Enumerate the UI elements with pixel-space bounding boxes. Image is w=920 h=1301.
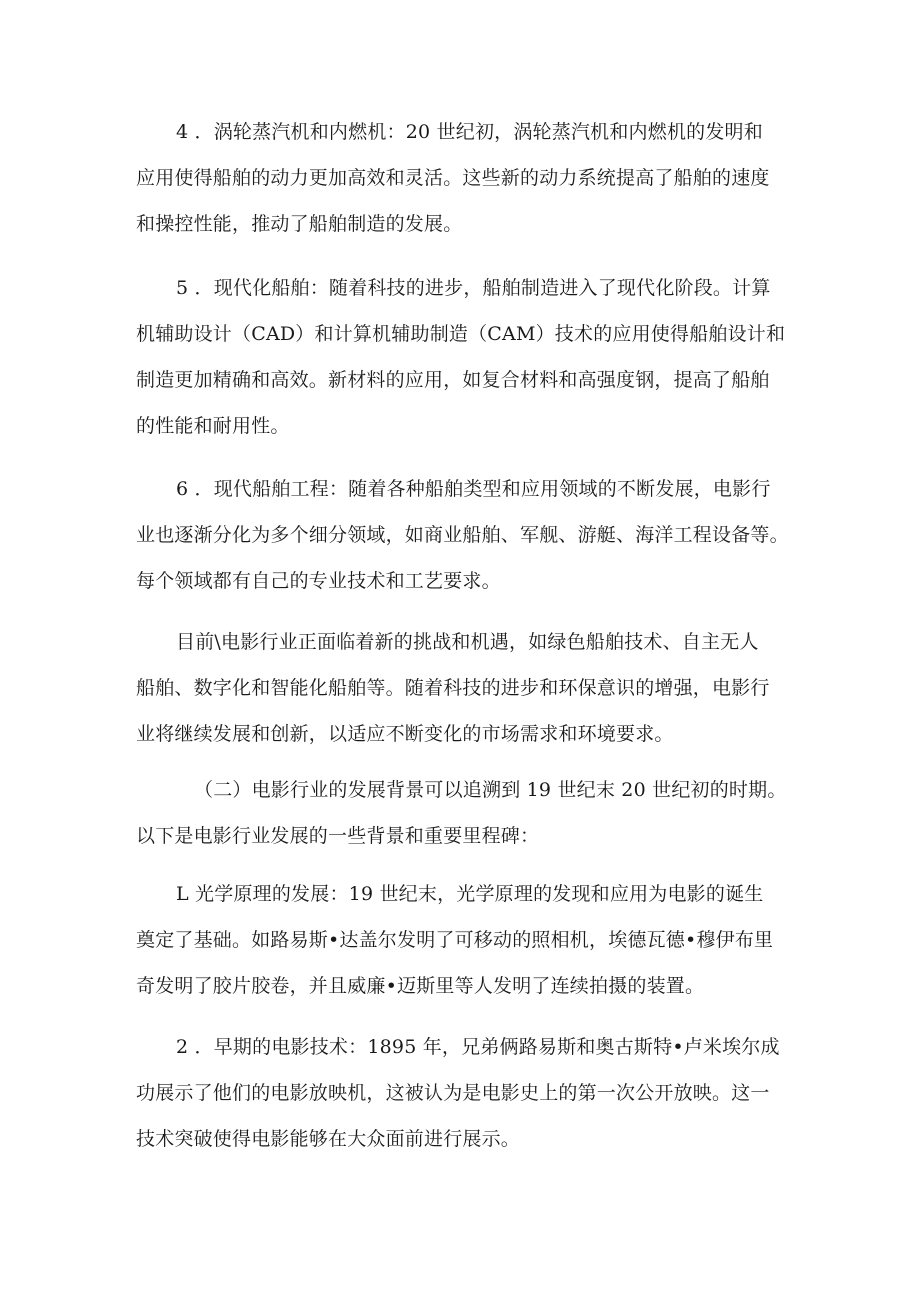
text-line: 6 ．现代船舶工程：随着各种船舶类型和应用领域的不断发展，电影行 — [176, 478, 771, 500]
text-line: 奇发明了胶片胶卷，并且威廉•迈斯里等人发明了连续拍摄的装置。 — [136, 975, 705, 997]
text-line: 目前\电影行业正面临着新的挑战和机遇，如绿色船舶技术、自主无人 — [176, 631, 759, 653]
text-line: 制造更加精确和高效。新材料的应用，如复合材料和高强度钢，提高了船舶 — [136, 369, 770, 391]
section-heading-line: （二）电影行业的发展背景可以追溯到 19 世纪末 20 世纪初的时期。 — [194, 779, 787, 801]
text-line: 业也逐渐分化为多个细分领域，如商业船舶、军舰、游艇、海洋工程设备等。 — [136, 524, 789, 546]
paragraph-section-2 — [136, 767, 786, 859]
paragraph-item-6 — [136, 466, 789, 604]
text-line: 以下是电影行业发展的一些背景和重要里程碑： — [136, 825, 540, 847]
text-line: 业将继续发展和创新，以适应不断变化的市场需求和环境要求。 — [136, 723, 674, 745]
text-line: 应用使得船舶的动力更加高效和灵活。这些新的动力系统提高了船舶的速度 — [136, 167, 770, 189]
text-line: 2 ．早期的电影技术：1895 年，兄弟俩路易斯和奥古斯特•卢米埃尔成 — [176, 1036, 780, 1058]
text-line: L 光学原理的发展：19 世纪末，光学原理的发现和应用为电影的诞生 — [176, 883, 764, 905]
text-line: 的性能和耐用性。 — [136, 415, 290, 437]
paragraph-current — [136, 619, 786, 757]
paragraph-item-4 — [136, 109, 786, 247]
text-line: 船舶、数字化和智能化船舶等。随着科技的进步和环保意识的增强，电影行 — [136, 677, 770, 699]
paragraph-item-5 — [136, 265, 786, 449]
paragraph-film-2 — [136, 1024, 786, 1162]
paragraph-film-1 — [136, 871, 786, 1009]
text-line: 每个领域都有自己的专业技术和工艺要求。 — [136, 570, 501, 592]
text-line: 奠定了基础。如路易斯•达盖尔发明了可移动的照相机，埃德瓦德•穆伊布里 — [136, 929, 774, 951]
text-line: 功展示了他们的电影放映机，这被认为是电影史上的第一次公开放映。这一 — [136, 1082, 770, 1104]
text-line: 和操控性能，推动了船舶制造的发展。 — [136, 213, 463, 235]
text-line: 机辅助设计（CAD）和计算机辅助制造（CAM）技术的应用使得船舶设计和 — [136, 323, 786, 345]
text-line: 4 ．涡轮蒸汽机和内燃机：20 世纪初，涡轮蒸汽机和内燃机的发明和 — [176, 121, 763, 143]
text-line: 5 ．现代化船舶：随着科技的进步，船舶制造进入了现代化阶段。计算 — [176, 277, 771, 299]
text-line: 技术突破使得电影能够在大众面前进行展示。 — [136, 1128, 521, 1150]
